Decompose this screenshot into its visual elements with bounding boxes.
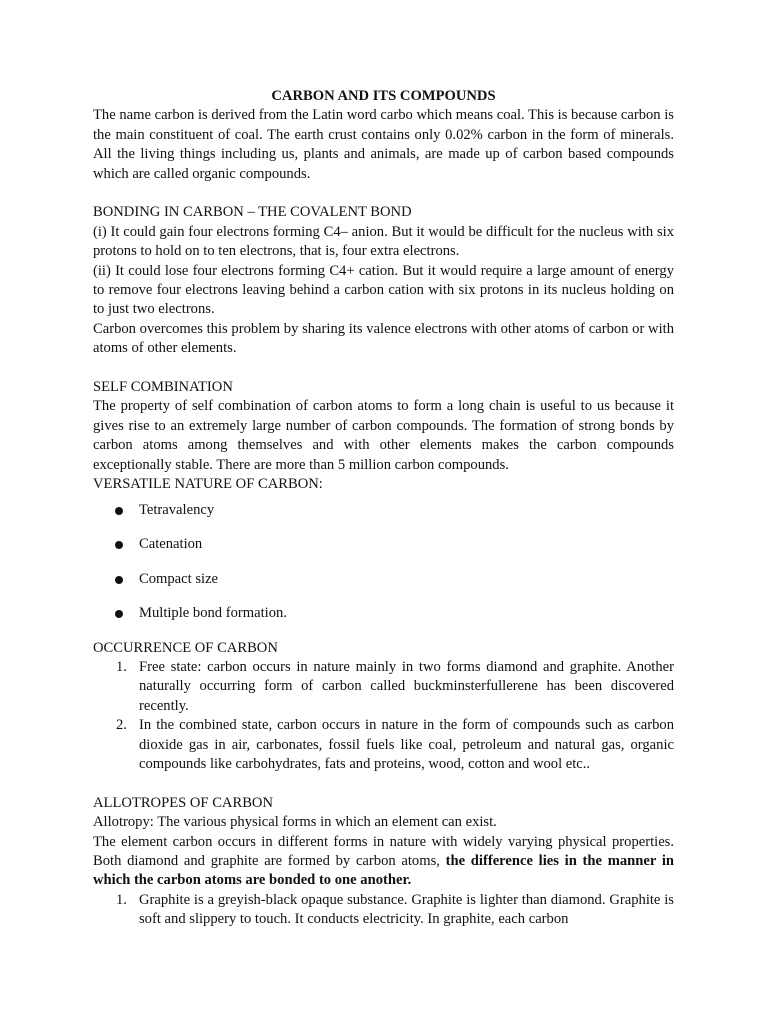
bullet-icon bbox=[115, 507, 123, 515]
versatile-heading: VERSATILE NATURE OF CARBON: bbox=[93, 476, 323, 493]
self-combination-paragraph: The property of self combination of carbon atoms to form a long chain is useful to us because it gives rise to an extremely large number of carbon compounds. The formation of strong bonds by carbon atoms among themselves and with other elements makes the carbon compounds exceptionally stable. There are more than 5 million carbon compounds. bbox=[93, 398, 674, 473]
list-item bbox=[115, 535, 674, 570]
list-item bbox=[115, 604, 674, 639]
occurrence-heading: OCCURRENCE OF CARBON bbox=[93, 639, 278, 656]
allotropes-list bbox=[93, 891, 674, 930]
list-number: 1. bbox=[116, 658, 127, 675]
list-item-text: Free state: carbon occurs in nature mainly in two forms diamond and graphite. Another naturally occurring form of carbon called buckminsterfullerene has been discovered recently. bbox=[139, 658, 674, 714]
list-item-label: Compact size bbox=[139, 570, 219, 587]
allotropy-definition: Allotropy: The various physical forms in which an element can exist. bbox=[93, 814, 497, 831]
allotropes-paragraph bbox=[93, 833, 674, 891]
list-item bbox=[93, 658, 674, 716]
bullet-icon bbox=[115, 541, 123, 549]
allotropes-text: The element carbon occurs in different forms in nature with widely varying physical properties. Both diamond and graphite are formed by carbon atoms, bbox=[93, 833, 674, 869]
versatile-list bbox=[93, 501, 674, 639]
allotropes-heading: ALLOTROPES OF CARBON bbox=[93, 794, 274, 811]
bullet-icon bbox=[115, 610, 123, 618]
allotropes-bold-text: the difference lies in the manner in which the carbon atoms are bonded to one another. bbox=[93, 852, 674, 889]
bonding-paragraph-2: (ii) It could lose four electrons forming C4+ cation. But it would require a large amount of energy to remove four electrons leaving behind a carbon cation with six protons in its nucleus holding on to just two electrons. bbox=[93, 262, 674, 318]
list-number: 2. bbox=[116, 717, 127, 734]
bonding-heading: BONDING IN CARBON – THE COVALENT BOND bbox=[93, 204, 412, 221]
spacer bbox=[93, 774, 674, 793]
bonding-paragraph-1: (i) It could gain four electrons forming C4– anion. But it would be difficult for the nucleus with six protons to hold on to ten electrons, that is, four extra electrons. bbox=[93, 223, 674, 260]
list-item bbox=[93, 891, 674, 930]
list-item bbox=[93, 716, 674, 774]
bullet-icon bbox=[115, 576, 123, 584]
list-number: 1. bbox=[116, 891, 127, 908]
self-combination-heading: SELF COMBINATION bbox=[93, 379, 233, 396]
spacer bbox=[93, 184, 674, 203]
intro-paragraph: The name carbon is derived from the Latin word carbo which means coal. This is because carbon is the main constituent of coal. The earth crust contains only 0.02% carbon in the form of minerals. All the living things including us, plants and animals, are made up of carbon based compounds which are called organic compounds. bbox=[93, 107, 674, 182]
bonding-paragraph-3: Carbon overcomes this problem by sharing its valence electrons with other atoms of carbon or with atoms of other elements. bbox=[93, 320, 674, 357]
list-item-label: Tetravalency bbox=[139, 501, 215, 518]
list-item-text: In the combined state, carbon occurs in nature in the form of compounds such as carbon dioxide gas in air, carbonates, fossil fuels like coal, petroleum and natural gas, organic compounds like carbohydrates, fats and proteins, wood, cotton and wool etc.. bbox=[139, 717, 674, 772]
list-item bbox=[115, 501, 674, 536]
list-item-label: Multiple bond formation. bbox=[139, 605, 287, 621]
list-item-text: Graphite is a greyish-black opaque substance. Graphite is lighter than diamond. Graphite is soft and slippery to touch. It conducts electricity. In graphite, each carbon bbox=[139, 891, 674, 928]
spacer bbox=[93, 359, 674, 378]
page-title: CARBON AND ITS COMPOUNDS bbox=[271, 88, 496, 104]
list-item bbox=[115, 570, 674, 605]
occurrence-list bbox=[93, 658, 674, 774]
list-item-label: Catenation bbox=[139, 536, 203, 552]
